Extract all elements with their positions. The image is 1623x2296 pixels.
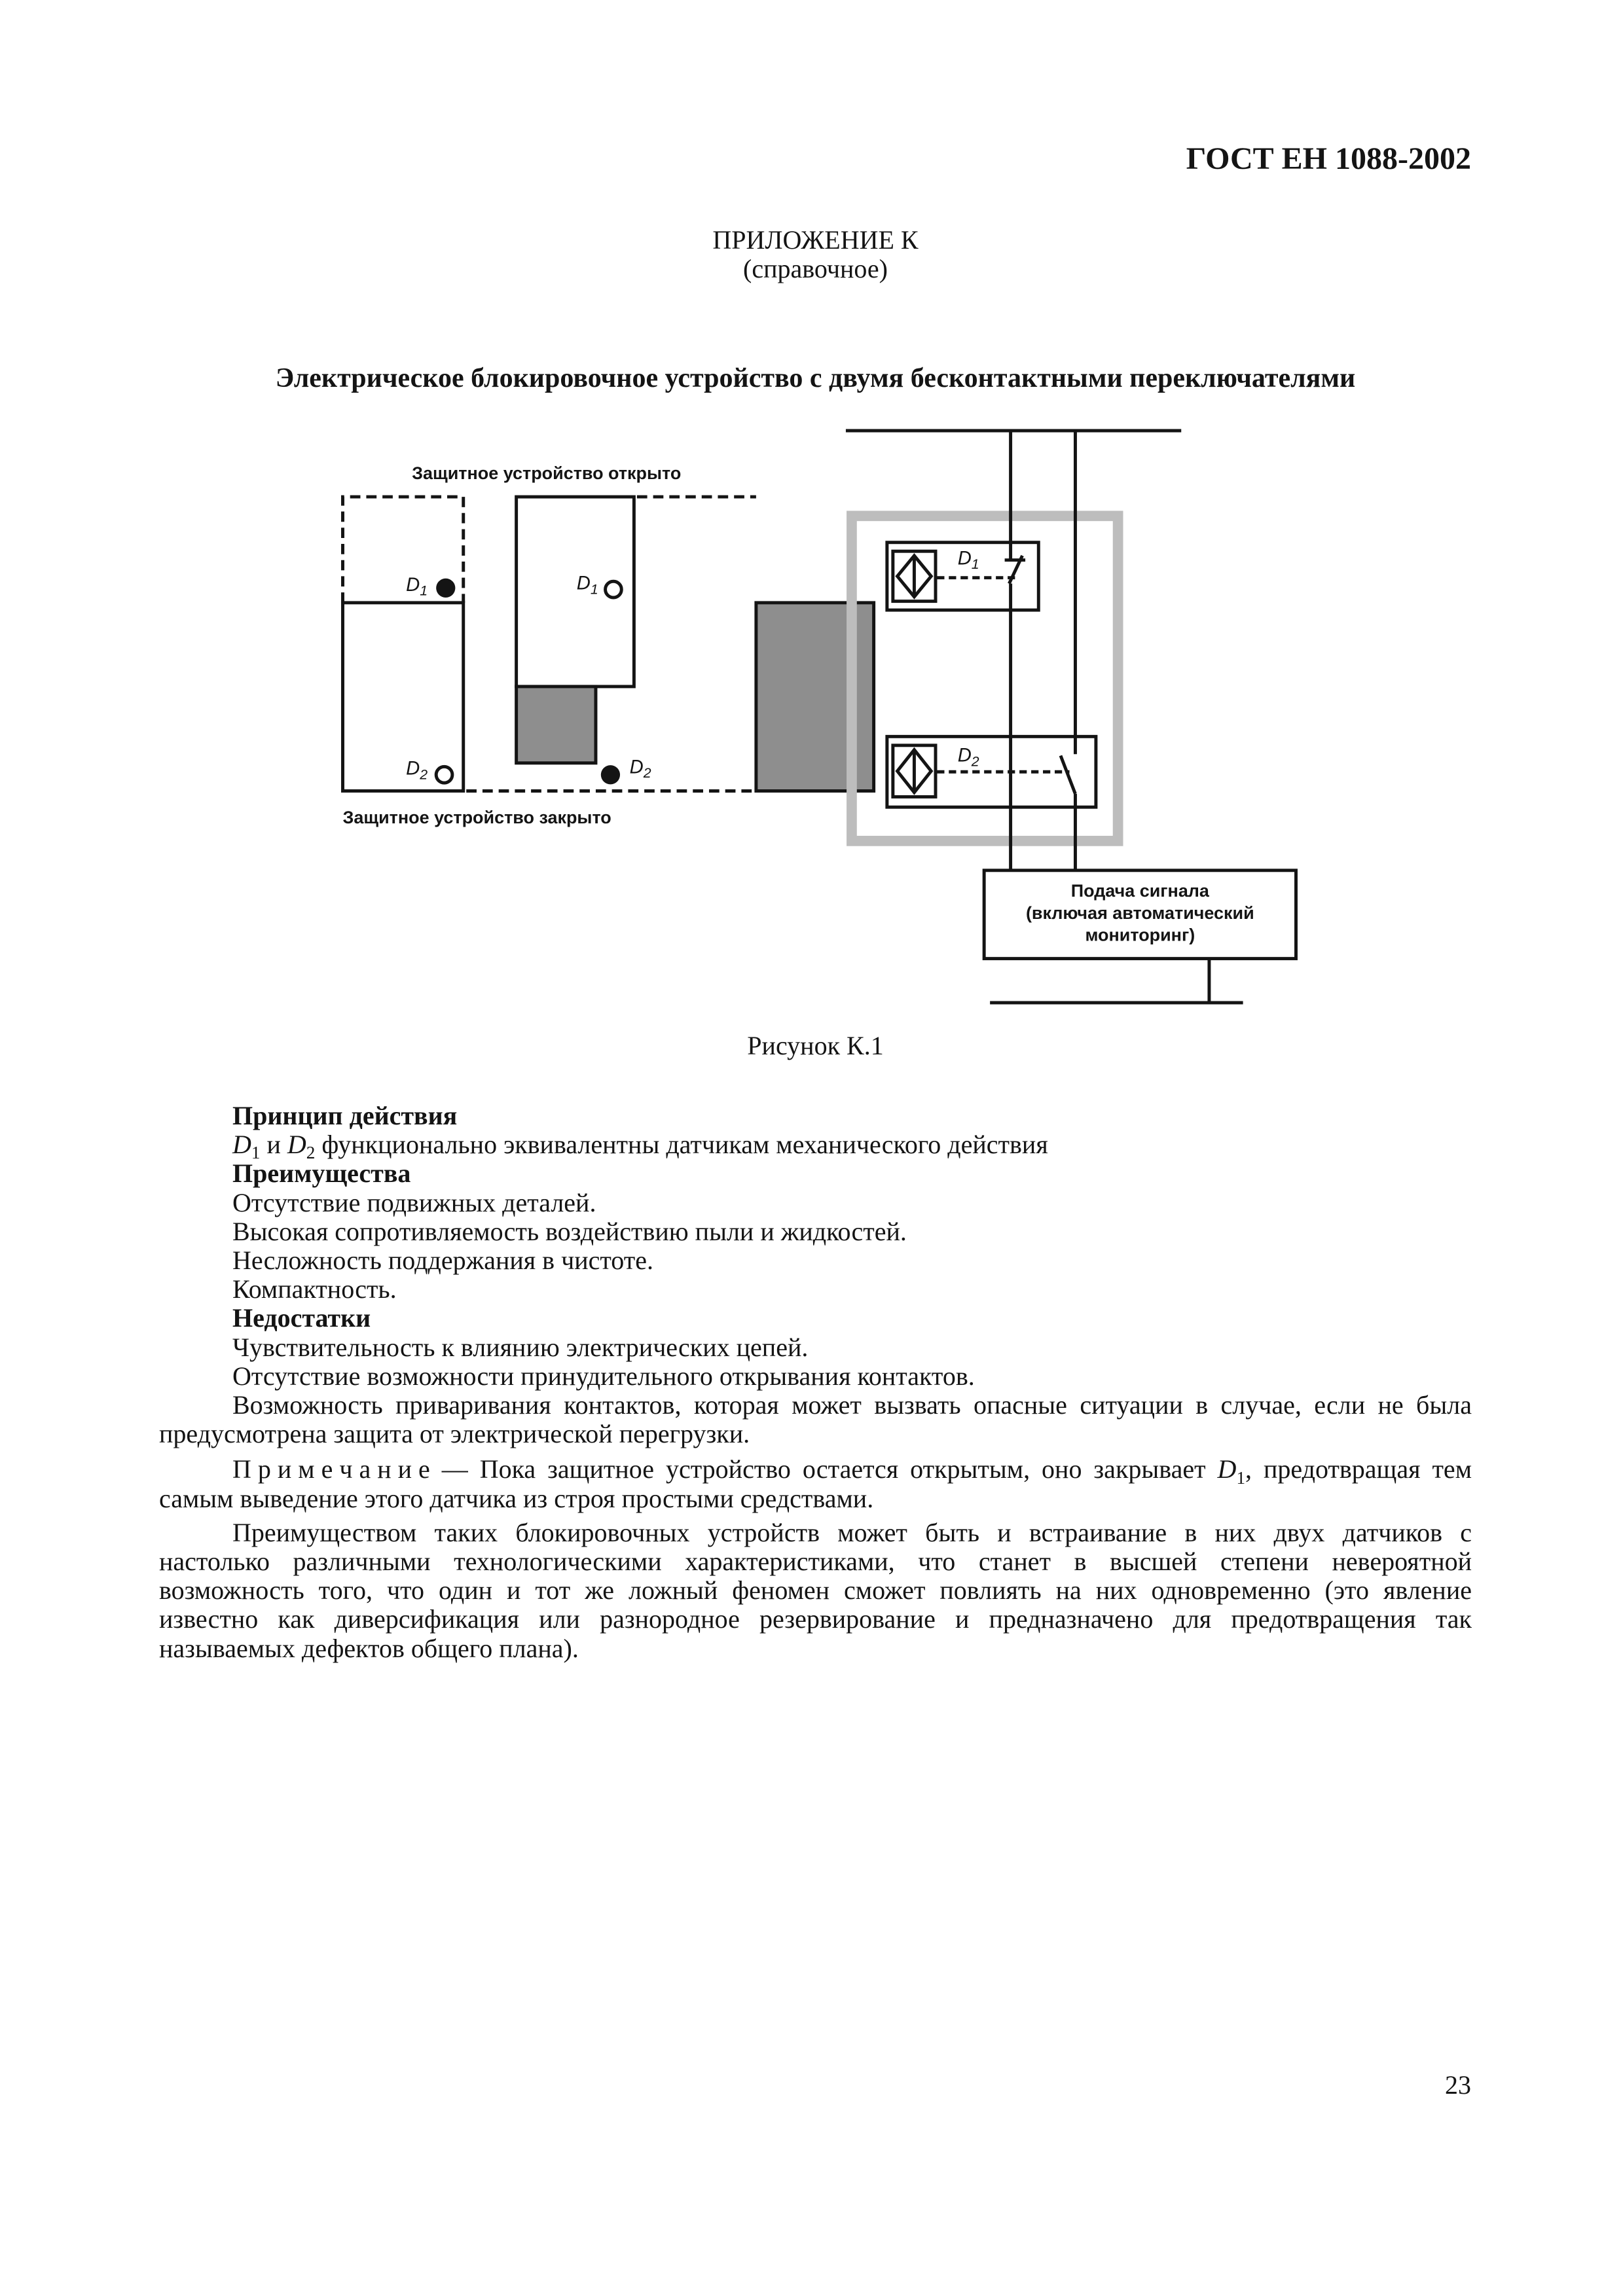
paragraph-line: известно как диверсификация или разнородное резервирование и предназначено для предотвращения так: [159, 1604, 1472, 1634]
symbol-d: D: [1217, 1454, 1237, 1484]
paragraph-line: настолько различными технологическими характеристиками, что станет в высшей степени невероятной: [159, 1547, 1472, 1577]
guard-open-label: Защитное устройство открыто: [412, 463, 682, 484]
heading-principle: Принцип действия: [232, 1101, 458, 1130]
sensor-d1-contact: [1005, 556, 1025, 584]
sensor-index: 1: [420, 583, 428, 599]
paragraph-line: называемых дефектов общего плана).: [159, 1633, 579, 1663]
symbol-index: 1: [251, 1143, 261, 1163]
sensor-d1-proximity-icon: [898, 556, 932, 597]
guard-closed-panel: [342, 603, 463, 791]
closing-paragraph: [159, 1518, 1472, 1663]
figure-caption: Рисунок К.1: [747, 1031, 884, 1060]
note-line-2: самым выведение этого датчика из строя простыми средствами.: [159, 1483, 874, 1513]
sensor-d2-contact: [1061, 756, 1075, 794]
note-line-1: [159, 1454, 1472, 1488]
note-block: [159, 1455, 1472, 1513]
list-item: Высокая сопротивляемость воздействию пыли и жидкостей.: [232, 1216, 907, 1246]
closed-d2-target-hollow: [436, 766, 452, 783]
sensor-letter: D: [576, 573, 591, 594]
appendix-status: (справочное): [743, 254, 888, 283]
signal-unit-line-3: мониторинг): [1085, 925, 1195, 945]
list-item: Чувствительность к влиянию электрических цепей.: [232, 1332, 809, 1362]
open-d1-target-hollow: [606, 581, 622, 598]
paragraph-line: предусмотрена защита от электрической перегрузки.: [159, 1419, 750, 1449]
open-d1-label: [577, 573, 598, 598]
closed-d1-label: [406, 575, 428, 599]
symbol-d: D: [232, 1130, 251, 1160]
signal-unit-line-1: Подача сигнала: [1070, 881, 1209, 901]
body-text: [159, 1102, 1472, 1663]
sensor-letter: D: [957, 745, 972, 766]
list-item: Несложность поддержания в чистоте.: [232, 1246, 654, 1276]
list-item: Компактность.: [232, 1274, 397, 1304]
appendix-title: ПРИЛОЖЕНИЕ К: [712, 225, 919, 255]
principle-statement: [159, 1130, 1472, 1163]
sensor-d2-proximity-icon: [898, 750, 932, 793]
open-d2-label: [630, 757, 651, 781]
note-text: — Пока защитное устройство остается открытым, оно закрывает: [429, 1454, 1218, 1484]
heading-advantages: Преимущества: [232, 1158, 411, 1189]
symbol-index: 1: [1236, 1467, 1246, 1488]
sensor-letter: D: [957, 548, 972, 569]
paragraph-line: возможность того, что один и тот же ложный феномен сможет повлиять на них одновременно (это явление: [159, 1575, 1472, 1605]
closed-d1-target-filled: [436, 579, 455, 598]
sensor-letter: D: [406, 574, 420, 596]
sensor-index: 2: [420, 766, 428, 783]
closed-d2-label: [406, 759, 428, 783]
list-item: Отсутствие возможности принудительного открывания контактов.: [232, 1361, 975, 1391]
section-title: Электрическое блокировочное устройство с двумя бесконтактными переключателями: [275, 363, 1356, 393]
sensor-index: 1: [590, 581, 598, 598]
sensor-index: 2: [971, 753, 979, 770]
sensor-d1-label: [958, 548, 979, 572]
note-text: , предотвращая тем: [1245, 1454, 1472, 1484]
open-d2-target-filled: [601, 765, 620, 784]
heading-disadvantages: Недостатки: [232, 1303, 371, 1333]
sensor-index: 1: [971, 556, 979, 573]
sensor-index: 2: [643, 765, 651, 781]
principle-text: функционально эквивалентны датчикам механического действия: [315, 1130, 1048, 1160]
sensor-d2-label: [958, 745, 979, 770]
appendix-heading: [159, 226, 1472, 283]
symbol-index: 2: [306, 1143, 316, 1163]
document-code: ГОСТ ЕН 1088-2002: [1186, 141, 1471, 176]
paragraph-line: Преимуществом таких блокировочных устройств может быть и встраивание в них двух датчиков с: [232, 1517, 1472, 1547]
note-label: П р и м е ч а н и е: [232, 1454, 430, 1484]
list-item: Отсутствие подвижных деталей.: [232, 1187, 596, 1217]
conjunction: и: [260, 1130, 287, 1160]
guard-actuator-block: [517, 687, 596, 763]
page-number: 23: [1445, 2070, 1471, 2100]
sensor-letter: D: [629, 757, 644, 778]
guard-closed-label: Защитное устройство закрыто: [342, 807, 611, 827]
symbol-d: D: [287, 1130, 306, 1160]
paragraph-line: Возможность приваривания контактов, которая может вызвать опасные ситуации в случае, если не была: [232, 1390, 1472, 1420]
sensor-letter: D: [406, 758, 420, 780]
figure-k1-diagram: [323, 419, 1309, 1014]
signal-unit-line-2: (включая автоматический: [1025, 903, 1254, 923]
signal-output-line: [990, 959, 1243, 1003]
